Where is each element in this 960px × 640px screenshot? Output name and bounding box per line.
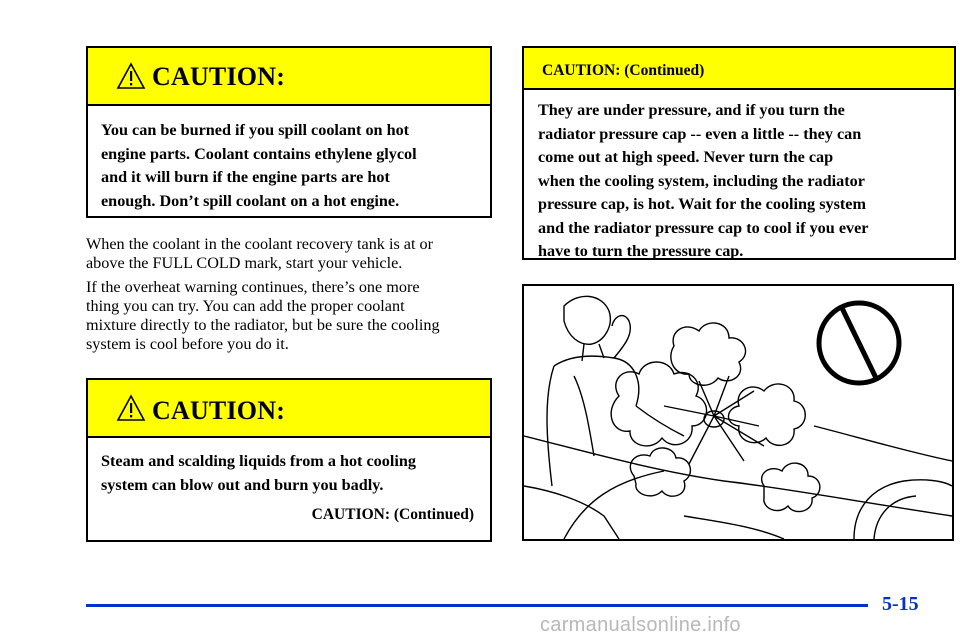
page-number: 5-15 <box>882 593 919 615</box>
footer-rule <box>86 604 868 607</box>
caution-title-2: CAUTION: <box>152 396 286 425</box>
warning-triangle-icon <box>116 394 146 422</box>
caution-box-2 <box>86 378 492 542</box>
watermark[interactable]: carmanualsonline.info <box>540 614 741 636</box>
illustration-drawing <box>524 286 952 539</box>
caution-box-1 <box>86 46 492 218</box>
paragraph-overheat: If the overheat warning continues, there’s one more thing you can try. You can add the proper coolant mixture directly to the radiator, but be sure the cooling system is cool before you do it. <box>86 278 440 353</box>
caution-title-3: CAUTION: (Continued) <box>542 62 705 79</box>
caution-header-2 <box>88 380 490 438</box>
caution-header-3 <box>524 48 954 90</box>
prohibition-sign-icon <box>819 303 899 383</box>
illustration-steam-from-radiator <box>522 284 954 541</box>
warning-triangle-icon <box>116 62 146 90</box>
caution-header-1 <box>88 48 490 106</box>
caution-box-3 <box>522 46 956 260</box>
caution-text-1: You can be burned if you spill coolant on hot engine parts. Coolant contains ethylene glycol and it will burn if the engine parts are hot enough. Don’t spill coolant on a hot engine. <box>101 121 417 210</box>
caution-text-2: Steam and scalding liquids from a hot cooling system can blow out and burn you badly. <box>101 452 416 494</box>
caution-continued-label: CAUTION: (Continued) <box>311 506 474 523</box>
caution-text-3: They are under pressure, and if you turn the radiator pressure cap -- even a little -- they can come out at high speed. Never turn the cap when the cooling system, including the radiator pressure cap, is hot. Wait for the cooling system and the radiator pressure cap to cool if you ever have to turn the pressure cap. <box>538 101 869 260</box>
paragraph-coolant-level: When the coolant in the coolant recovery tank is at or above the FULL COLD mark, start your vehicle. <box>86 235 434 272</box>
caution-title-1: CAUTION: <box>152 62 286 91</box>
